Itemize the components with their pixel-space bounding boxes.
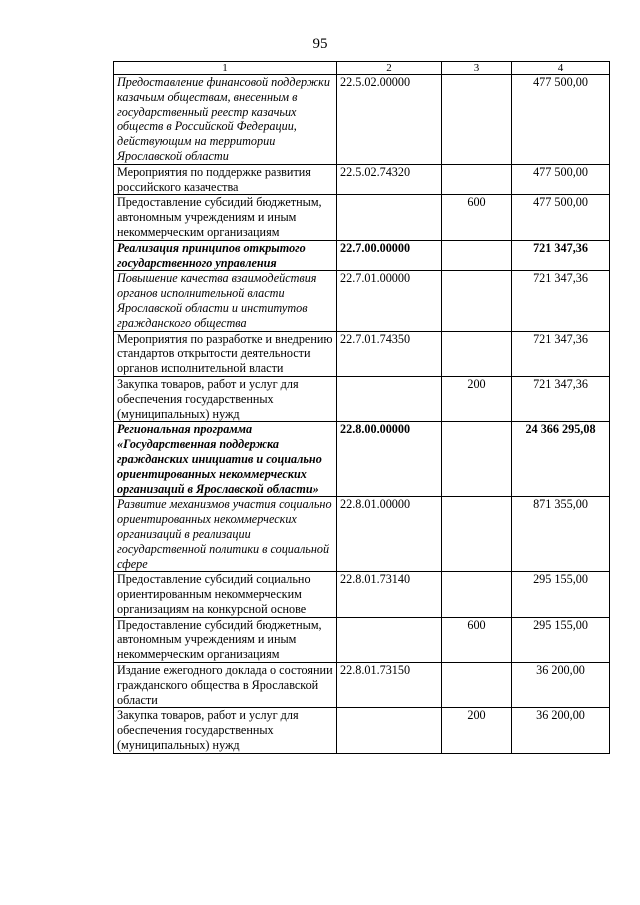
row-name-cell: Предоставление субсидий социально ориентированным некоммерческим организациям на конкурсной основе	[114, 572, 337, 617]
table-row	[114, 422, 610, 497]
table-header-row	[114, 62, 610, 75]
budget-table	[113, 61, 610, 754]
row-sum-cell: 477 500,00	[512, 75, 610, 165]
row-sum-cell: 721 347,36	[512, 331, 610, 376]
row-sum-cell: 871 355,00	[512, 497, 610, 572]
table-row	[114, 195, 610, 240]
row-code-cell: 22.7.00.00000	[337, 240, 442, 271]
row-code-cell: 22.8.00.00000	[337, 422, 442, 497]
row-sum-cell: 36 200,00	[512, 663, 610, 708]
row-sum-cell: 36 200,00	[512, 708, 610, 753]
header-cell-4: 4	[512, 62, 610, 75]
row-name-cell: Предоставление субсидий бюджетным, автономным учреждениям и иным некоммерческим организациям	[114, 617, 337, 662]
row-name-cell: Предоставление субсидий бюджетным, автономным учреждениям и иным некоммерческим организациям	[114, 195, 337, 240]
table-row	[114, 271, 610, 331]
row-name-cell: Региональная программа «Государственная поддержка гражданских инициатив и социально ориентированных некоммерческих организаций в Ярославской области»	[114, 422, 337, 497]
row-kvr-cell	[442, 331, 512, 376]
row-name-cell: Мероприятия по поддержке развития российского казачества	[114, 164, 337, 195]
row-kvr-cell	[442, 271, 512, 331]
row-name-cell: Повышение качества взаимодействия органов исполнительной власти Ярославской области и институтов гражданского общества	[114, 271, 337, 331]
table-row	[114, 708, 610, 753]
table-row	[114, 240, 610, 271]
row-kvr-cell	[442, 164, 512, 195]
row-name-cell: Предоставление финансовой поддержки казачьим обществам, внесенным в государственный реестр казачьих обществ в Российской Федерации, действующим на территории Ярославской области	[114, 75, 337, 165]
header-cell-3: 3	[442, 62, 512, 75]
row-name-cell: Закупка товаров, работ и услуг для обеспечения государственных (муниципальных) нужд	[114, 376, 337, 421]
table-row	[114, 164, 610, 195]
table-row	[114, 497, 610, 572]
table-row	[114, 617, 610, 662]
header-cell-1: 1	[114, 62, 337, 75]
row-code-cell: 22.5.02.74320	[337, 164, 442, 195]
row-name-cell: Мероприятия по разработке и внедрению стандартов открытости деятельности органов исполнительной власти	[114, 331, 337, 376]
table-row	[114, 663, 610, 708]
row-sum-cell: 24 366 295,08	[512, 422, 610, 497]
row-sum-cell: 477 500,00	[512, 195, 610, 240]
table-row	[114, 376, 610, 421]
row-code-cell: 22.8.01.73140	[337, 572, 442, 617]
row-code-cell	[337, 617, 442, 662]
table-row	[114, 75, 610, 165]
row-sum-cell: 721 347,36	[512, 240, 610, 271]
row-kvr-cell: 200	[442, 376, 512, 421]
row-kvr-cell: 200	[442, 708, 512, 753]
row-code-cell: 22.5.02.00000	[337, 75, 442, 165]
table-row	[114, 331, 610, 376]
row-name-cell: Реализация принципов открытого государственного управления	[114, 240, 337, 271]
row-code-cell: 22.7.01.74350	[337, 331, 442, 376]
row-kvr-cell	[442, 572, 512, 617]
row-code-cell	[337, 708, 442, 753]
row-kvr-cell	[442, 497, 512, 572]
page-number: 95	[312, 36, 328, 52]
row-sum-cell: 721 347,36	[512, 271, 610, 331]
row-code-cell: 22.8.01.00000	[337, 497, 442, 572]
row-code-cell: 22.7.01.00000	[337, 271, 442, 331]
row-kvr-cell: 600	[442, 195, 512, 240]
row-name-cell: Закупка товаров, работ и услуг для обеспечения государственных (муниципальных) нужд	[114, 708, 337, 753]
row-kvr-cell	[442, 75, 512, 165]
row-kvr-cell	[442, 663, 512, 708]
header-cell-2: 2	[337, 62, 442, 75]
row-sum-cell: 721 347,36	[512, 376, 610, 421]
row-kvr-cell	[442, 422, 512, 497]
row-name-cell: Издание ежегодного доклада о состоянии гражданского общества в Ярославской области	[114, 663, 337, 708]
row-sum-cell: 295 155,00	[512, 572, 610, 617]
row-code-cell	[337, 376, 442, 421]
row-kvr-cell: 600	[442, 617, 512, 662]
row-code-cell	[337, 195, 442, 240]
row-kvr-cell	[442, 240, 512, 271]
row-sum-cell: 477 500,00	[512, 164, 610, 195]
row-code-cell: 22.8.01.73150	[337, 663, 442, 708]
table-row	[114, 572, 610, 617]
row-name-cell: Развитие механизмов участия социально ориентированных некоммерческих организаций в реализации государственной политики в социальной сфере	[114, 497, 337, 572]
row-sum-cell: 295 155,00	[512, 617, 610, 662]
